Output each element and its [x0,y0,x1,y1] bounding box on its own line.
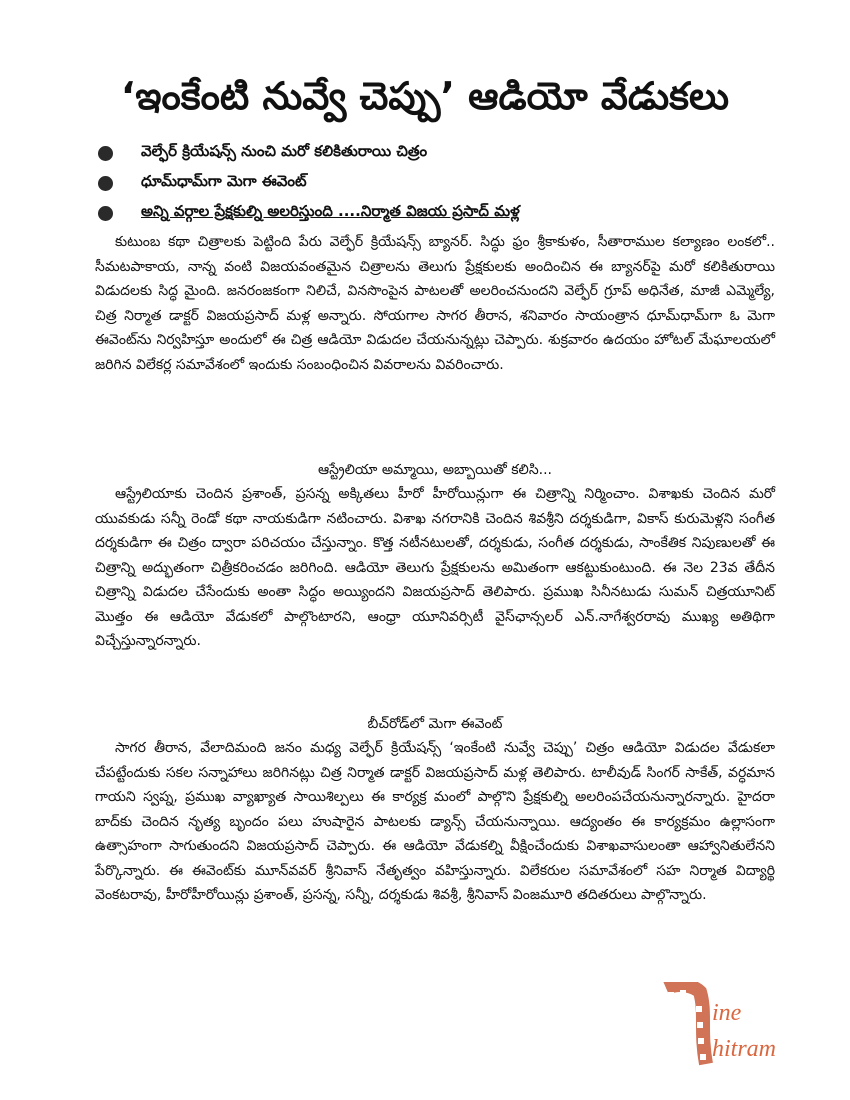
article-section-australia [95,458,775,654]
paragraph-cast: ఆస్ట్రేలియాకు చెందిన ప్రశాంత్, ప్రసన్న అక్కితలు హీరో హీరోయిన్లుగా ఈ చిత్రాన్ని నిర్మించాం. విశాఖకు చెందిన మరో యువకుడు సన్నీ రెండో కథా నాయకుడిగా నటించారు. విశాఖ నగరానికి చెందిన శివశ్రీని దర్శకుడిగా, వికాస్ కురుమెళ్లని సంగీత దర్శకుడిగా ఈ చిత్రం ద్వారా పరిచయం చేస్తున్నాం. కొత్త నటీనటులతో, దర్శకుడు, సంగీత దర్శకుడు, సాంకేతిక నిపుణులతో ఈ చిత్రాన్ని అద్భుతంగా చిత్రీకరించడం జరిగింది. ఆడియో తెలుగు ప్రేక్షకులను అమితంగా ఆకట్టుకుంటుంది. ఈ నెల 23వ తేదీన చిత్రాన్ని విడుదల చేసేందుకు అంతా సిద్ధం అయ్యిందని విజయప్రసాద్ తెలిపారు. ప్రముఖ సినీనటుడు సుమన్ చిత్రయూనిట్ మొత్తం ఈ ఆడియో వేడుకలో పాల్గొంటారని, ఆంధ్రా యూనివర్సిటీ వైస్‌ఛాన్సలర్ ఎన్.నాగేశ్వరరావు ముఖ్య అతిథిగా విచ్చేస్తున్నారన్నారు. [95,486,775,649]
section-heading: బీచ్‌రోడ్‌లో మెగా ఈవెంట్ [367,716,503,732]
bullet-list [98,138,798,228]
cinechitram-logo [660,982,820,1072]
page-title: ‘ఇంకేంటి నువ్వే చెప్పు’ ఆడియో వేడుకలు [120,74,730,118]
paragraph-intro: కుటుంబ కథా చిత్రాలకు పెట్టింది పేరు వెల్ఫేర్ క్రియేషన్స్ బ్యానర్. సిద్ధు ఫ్రం శ్రీకాకుళం, సీతారాముల కల్యాణం లంకలో.. సీమటపాకాయ, నాన్న వంటి విజయవంతమైన చిత్రాలను తెలుగు ప్రేక్షకులకు అందించిన ఈ బ్యానర్‌పై మరో కలికితురాయి విడుదలకు సిద్ధ మైంది. జనరంజకంగా నిలిచే, వినసొంపైన పాటలతో అలరించనుందని వెల్ఫేర్ గ్రూప్ అధినేత, మాజీ ఎమ్మెల్యే, చిత్ర నిర్మాత డాక్టర్ విజయప్రసాద్ మళ్ల అన్నారు. సోయగాల సాగర తీరాన, శనివారం సాయంత్రాన ధూమ్‌ధామ్‌గా ఓ మెగా ఈవెంట్‌ను నిర్వహిస్తూ అందులో ఈ చిత్ర ఆడియో విడుదల చేయనున్నట్లు చెప్పారు. శుక్రవారం ఉదయం హోటల్ మేఘాలయలో జరిగిన విలేకర్ల సమావేశంలో ఇందుకు సంబంధించిన వివరాలను వివరించారు. [95,234,775,373]
bullet-dot-icon [98,206,113,221]
bullet-dot-icon [98,176,113,191]
paragraph-event: సాగర తీరాన, వేలాదిమంది జనం మధ్య వెల్ఫేర్ క్రియేషన్స్ ‘ఇంకేంటి నువ్వే చెప్పు’ చిత్రం ఆడియో విడుదల వేడుకలా చేపట్టేందుకు సకల సన్నాహాలు జరిగినట్లు చిత్ర నిర్మాత డాక్టర్ విజయప్రసాద్ మళ్ల తెలిపారు. టాలీవుడ్ సింగర్ సాకేత్, వర్ధమాన గాయని స్వప్న, ప్రముఖ వ్యాఖ్యాత సాయిశిల్పలు ఈ కార్యక్ర మంలో పాల్గొని ప్రేక్షకుల్ని అలరింపచేయనున్నారన్నారు. హైదరా బాద్‌కు చెందిన నృత్య బృందం పలు హుషారైన పాటలకు డ్యాన్స్ చేయనున్నాయి. ఆద్యంతం ఈ కార్యక్రమం ఉల్లాసంగా ఉత్సాహంగా సాగుతుందని విజయప్రసాద్ చెప్పారు. ఈ ఆడియో వేడుకల్ని వీక్షించేందుకు విశాఖవాసులంతా ఆహ్వానితులేనని పేర్కొన్నారు. ఈ ఈవెంట్‌కు మూన్‌వవర్ శ్రీనివాస్ నేతృత్వం వహిస్తున్నారు. విలేకరుల సమావేశంలో సహ నిర్మాత విద్యార్థి వెంకటరావు, హీరోహీరోయిన్లు ప్రశాంత్, ప్రసన్న, సన్నీ, దర్శకుడు శివశ్రీ, శ్రీనివాస్ వింజమూరి తదితరులు పాల్గొన్నారు. [95,740,775,903]
article-section-event [95,712,775,908]
article-section-intro [95,230,775,377]
bullet-text: అన్ని వర్గాల ప్రేక్షకుల్ని అలరిస్తుంది ....నిర్మాత విజయ ప్రసాద్ మళ్ల [141,202,520,220]
bullet-item [98,138,798,168]
logo-text-line1: ine [712,1000,742,1026]
bullet-text: వెల్ఫేర్ క్రియేషన్స్ నుంచి మరో కలికితురాయి చిత్రం [141,142,428,160]
bullet-text: ధూమ్‌ధామ్‌గా మెగా ఈవెంట్ [141,172,307,190]
bullet-dot-icon [98,146,113,161]
bullet-item [98,198,798,228]
bullet-item [98,168,798,198]
section-heading: ఆస్ట్రేలియా అమ్మాయి, అబ్బాయితో కలిసి... [317,462,552,478]
logo-text-line2: hitram [712,1036,777,1062]
film-reel-icon [666,985,706,1064]
